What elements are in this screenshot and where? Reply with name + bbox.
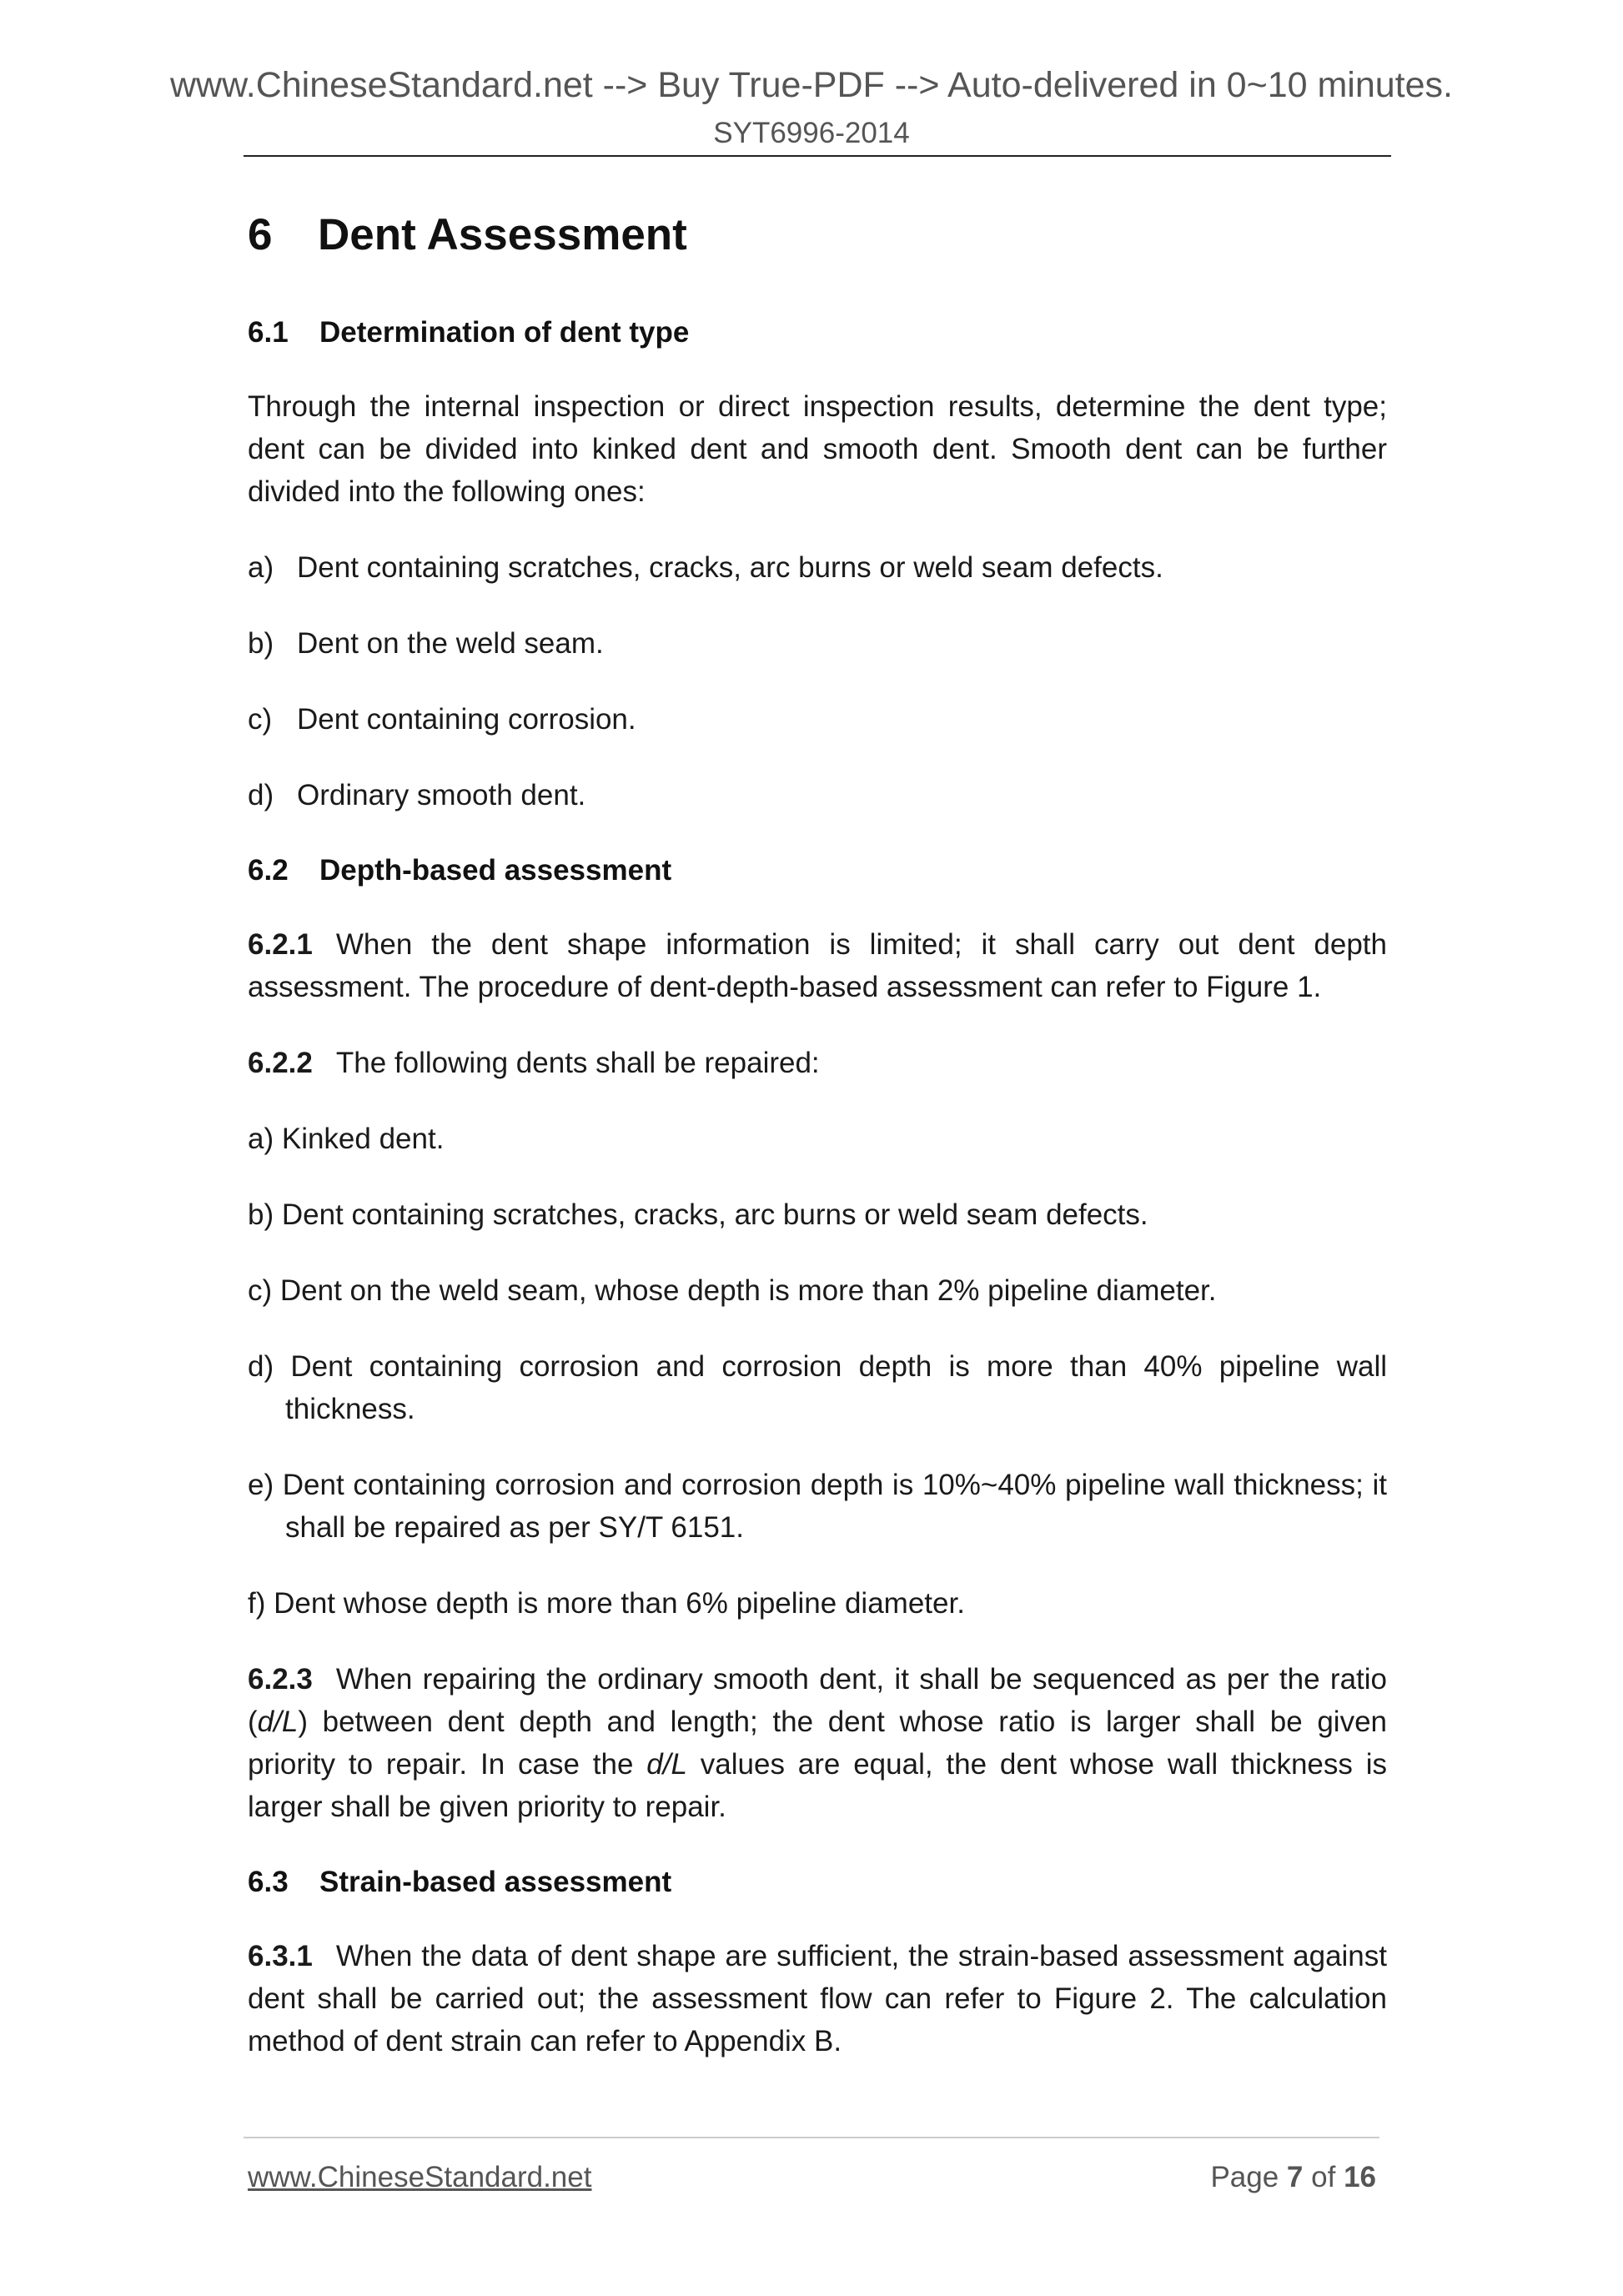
clause-text-part: When repairing the ordinary smooth dent, it shall be sequenced as per the ratio ( [248, 1663, 1387, 1738]
clause-6-2-2 [248, 1042, 1387, 1084]
header-divider [244, 155, 1391, 157]
subsection-title: Depth-based assessment [319, 854, 672, 887]
list-label: b) [248, 627, 274, 660]
clause-text-part: values are equal, the dent whose wall thickness is larger shall be given priority to repair. [248, 1748, 1387, 1823]
page-prefix: Page [1210, 2161, 1279, 2193]
clause-number: 6.2.1 [248, 928, 313, 961]
ratio-symbol: d/L [646, 1748, 687, 1781]
subsection-title: Strain-based assessment [319, 1866, 672, 1898]
clause-6-2-1 [248, 923, 1387, 1008]
clause-text: The following dents shall be repaired: [335, 1047, 820, 1079]
page-of: of [1311, 2161, 1336, 2193]
subsection-number: 6.2 [248, 854, 289, 887]
list-item [248, 546, 1387, 589]
clause-text: When the dent shape information is limited; it shall carry out dent depth assessment. The procedure of dent-depth-based assessment can refer to Figure 1. [248, 928, 1387, 1003]
footer-divider [244, 2137, 1379, 2138]
list-label: c) [248, 703, 273, 736]
list-label: d) [248, 779, 274, 811]
clause-text: When the data of dent shape are sufficient, the strain-based assessment against dent shall be carried out; the assessment flow can refer to Figure 2. The calculation method of dent strain can refer to Appendix B. [248, 1940, 1387, 2057]
clause-number: 6.2.3 [248, 1663, 313, 1696]
repair-item: a) Kinked dent. [248, 1123, 445, 1155]
repair-item: e) Dent containing corrosion and corrosion depth is 10%~40% pipeline wall thickness; it shall be repaired as per SY/T 6151. [248, 1469, 1387, 1544]
list-text: Ordinary smooth dent. [297, 779, 586, 811]
clause-number: 6.3.1 [248, 1940, 313, 1972]
page-body [248, 208, 1387, 2096]
list-text: Dent on the weld seam. [297, 627, 604, 660]
page-total: 16 [1344, 2161, 1376, 2193]
clause-6-3-1 [248, 1935, 1387, 2062]
clause-text-part: ) between dent depth and length; the dent whose ratio is larger shall be given priority to repair. In case the [248, 1706, 1387, 1781]
list-item [248, 774, 1387, 816]
clause-6-2-3 [248, 1658, 1387, 1828]
subsection-number: 6.3 [248, 1866, 289, 1898]
list-label: a) [248, 551, 274, 584]
list-item [248, 698, 1387, 741]
page-indicator [1210, 2160, 1376, 2195]
repair-item: c) Dent on the weld seam, whose depth is more than 2% pipeline diameter. [248, 1274, 1217, 1307]
section-6-heading [248, 208, 1387, 262]
s6-1-intro: Through the internal inspection or direct inspection results, determine the dent type; dent can be divided into kinked dent and smooth dent. Smooth dent can be further divided into the following ones: [248, 390, 1387, 508]
page-number: 7 [1286, 2161, 1304, 2193]
repair-item: b) Dent containing scratches, cracks, arc burns or weld seam defects. [248, 1198, 1148, 1231]
repair-item: f) Dent whose depth is more than 6% pipeline diameter. [248, 1587, 965, 1620]
footer-site-link[interactable]: www.ChineseStandard.net [248, 2161, 592, 2193]
section-number: 6 [248, 210, 273, 259]
section-6-2-heading [248, 850, 1387, 892]
subsection-title: Determination of dent type [319, 316, 690, 349]
list-text: Dent containing corrosion. [297, 703, 636, 736]
document-id: SYT6996-2014 [713, 117, 910, 149]
repair-item: d) Dent containing corrosion and corrosion depth is more than 40% pipeline wall thickness. [248, 1350, 1387, 1425]
section-6-3-heading [248, 1861, 1387, 1903]
ratio-symbol: d/L [257, 1706, 299, 1738]
clause-number: 6.2.2 [248, 1047, 313, 1079]
list-text: Dent containing scratches, cracks, arc burns or weld seam defects. [297, 551, 1163, 584]
section-6-1-heading [248, 312, 1387, 354]
section-title: Dent Assessment [318, 210, 687, 259]
list-item [248, 622, 1387, 665]
header-banner: www.ChineseStandard.net --> Buy True-PDF --> Auto-delivered in 0~10 minutes. [169, 65, 1453, 105]
subsection-number: 6.1 [248, 316, 289, 349]
